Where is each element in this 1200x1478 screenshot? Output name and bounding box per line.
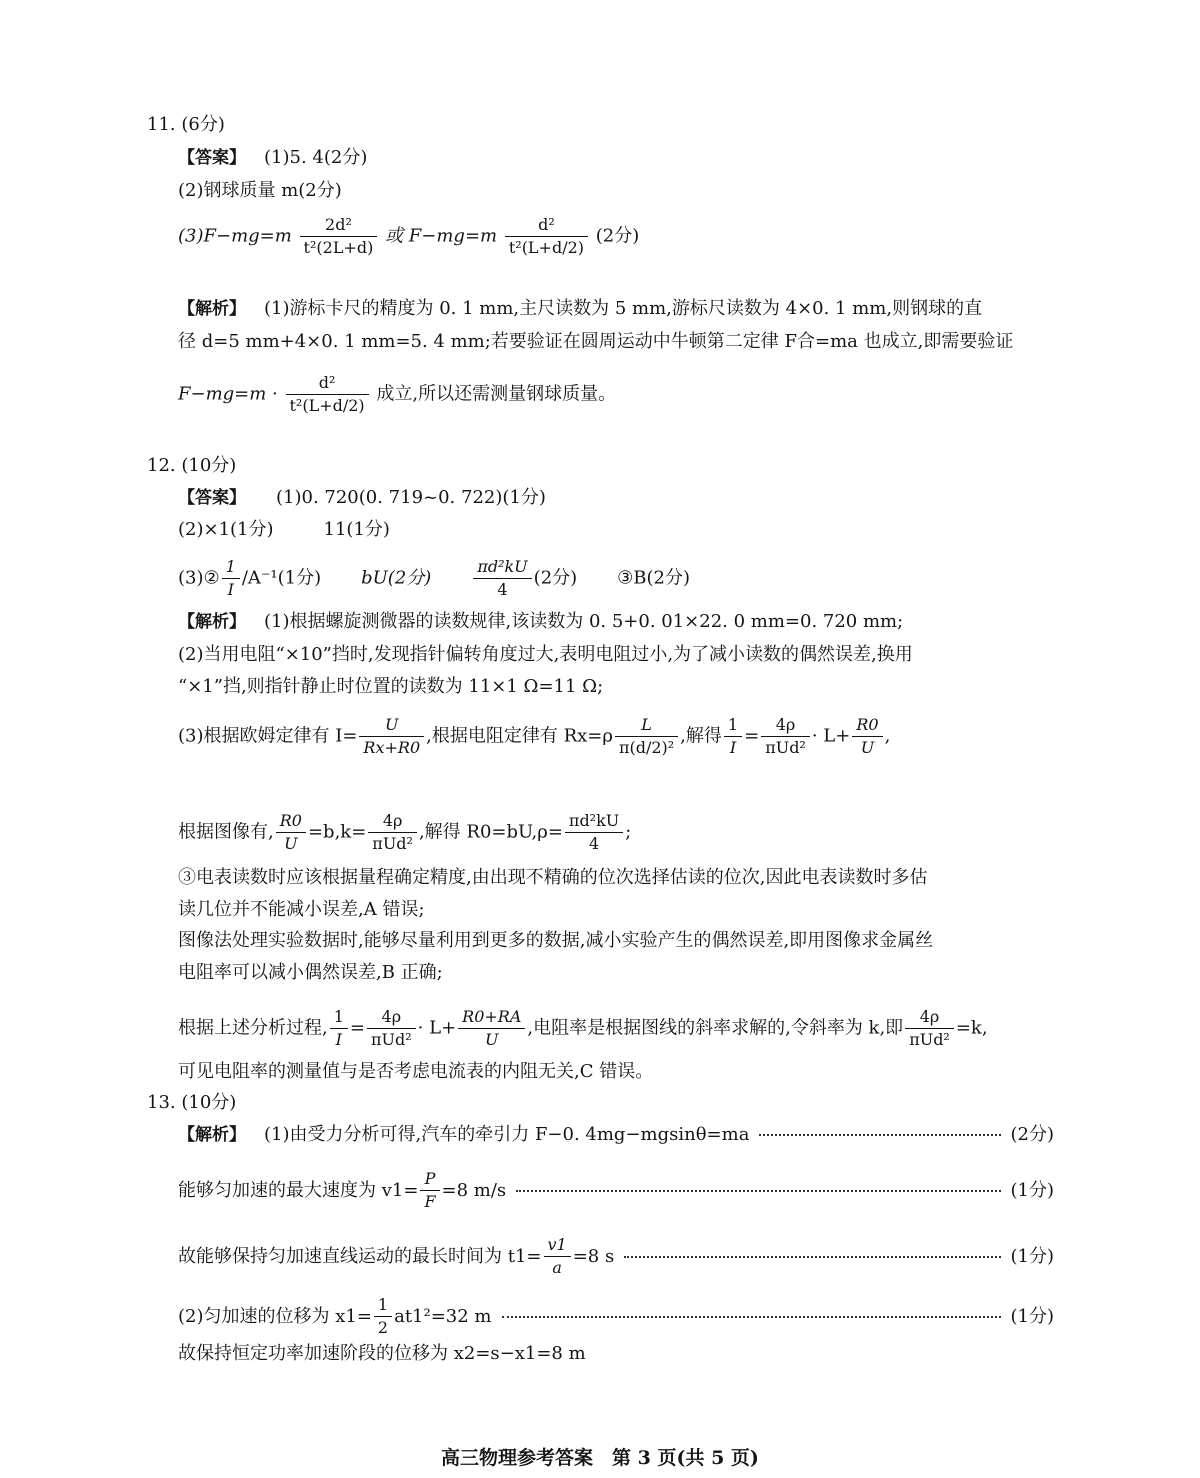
q11-heading: 11. (6分) (147, 114, 225, 135)
q12-analysis-2: (2)当用电阻“×10”挡时,发现指针偏转角度过大,表明电阻过小,为了减小读数的偶然误差,换用 (178, 644, 913, 665)
fraction: $\frac{R0}{U}$ (276, 810, 306, 855)
q12-analysis-10: 根据上述分析过程, $\frac{1}{I}$ = $\frac{4\rho}{\text{πUd²}}$ · L+ $\frac{R0+RA}{U}$ ,电阻率是根据图线的斜率求解的,令斜率为 k,即 $\frac{4\rho}{\text{πUd²}}$ =k, (178, 1007, 988, 1049)
fraction: $\frac{\text{πd²kU}}{4}$ (565, 810, 623, 855)
fraction: $\frac{4\rho}{\text{πUd²}}$ (368, 810, 417, 855)
q12-answer-2: (2)×1(1分) 11(1分) (178, 519, 390, 540)
fraction: $\frac{1}{I}$ (222, 556, 240, 601)
q11-answer-1: (1)5. 4(2分) (264, 147, 368, 168)
q11-answer-3: (3)F−mg=m $\frac{\text{2d²}}{\text{t²(2L+d)}}$ 或 F−mg=m $\frac{\text{d²}}{\text{t²(L+d/2)}}$ (2分) (178, 215, 640, 257)
analysis-label: 【解析】 (178, 612, 246, 632)
leader-dots (624, 1256, 1000, 1258)
page-footer: 高三物理参考答案 第 3 页(共 5 页) (441, 1447, 759, 1469)
q12-analysis-4: (3)根据欧姆定律有 I= $\frac{U}{Rx+R0}$ ,根据电阻定律有 Rx=ρ $\frac{L}{\text{π(d/2)²}}$ ,解得 $\frac{1}{I}$ = $\frac{4\rho}{\text{πUd²}}$ · L+ $\frac{R0}{U}$ , (178, 715, 891, 757)
q12-analysis-7: 读几位并不能减小误差,A 错误; (178, 899, 425, 920)
fraction: $\frac{v1}{a}$ (544, 1234, 571, 1279)
q13-step-1: 【解析】 (1)由受力分析可得,汽车的牵引力 F−0. 4mg−mgsinθ=ma (2分) (178, 1124, 1054, 1145)
q11-answer-line-1 (178, 147, 367, 169)
fraction: $\frac{U}{Rx+R0}$ (359, 714, 424, 759)
fraction: $\frac{4\rho}{\text{πUd²}}$ (905, 1006, 954, 1051)
q12-heading: 12. (10分) (147, 455, 237, 476)
fraction: $\frac{R0}{U}$ (852, 714, 882, 759)
analysis-label: 【解析】 (178, 1125, 246, 1145)
q13-step-4: (2)匀加速的位移为 x1= $\frac{1}{2}$ at1²=32 m (1分) (178, 1295, 1054, 1337)
fraction: $\frac{1}{I}$ (724, 714, 742, 759)
q12-analysis-8: 图像法处理实验数据时,能够尽量利用到更多的数据,减小实验产生的偶然误差,即用图像求金属丝 (178, 930, 934, 951)
q12-analysis-11: 可见电阻率的测量值与是否考虑电流表的内阻无关,C 错误。 (178, 1061, 654, 1082)
leader-dots (516, 1190, 1000, 1192)
fraction: $\frac{L}{\text{π(d/2)²}}$ (615, 714, 678, 759)
q12-analysis-5: 根据图像有, $\frac{R0}{U}$ =b,k= $\frac{4\rho}{\text{πUd²}}$ ,解得 R0=bU,ρ= $\frac{\text{πd²kU}}{4}$ ; (178, 811, 632, 853)
analysis-label: 【解析】 (178, 299, 246, 319)
q11-analysis-1: 【解析】 (1)游标卡尺的精度为 0. 1 mm,主尺读数为 5 mm,游标尺读数为 4×0. 1 mm,则钢球的直 (178, 298, 983, 319)
fraction: $\frac{1}{2}$ (374, 1294, 392, 1339)
q11-analysis-2: 径 d=5 mm+4×0. 1 mm=5. 4 mm;若要验证在圆周运动中牛顿第二定律 F合=ma 也成立,即需要验证 (178, 331, 1014, 352)
q12-analysis-6: ③电表读数时应该根据量程确定精度,由出现不精确的位次选择估读的位次,因此电表读数时多估 (178, 867, 928, 888)
fraction: $\frac{\text{d²}}{\text{t²(L+d/2)}}$ (505, 214, 588, 259)
q12-analysis-9: 电阻率可以减小偶然误差,B 正确; (178, 962, 443, 983)
leader-dots (759, 1134, 1000, 1136)
q13-step-5: 故保持恒定功率加速阶段的位移为 x2=s−x1=8 m (178, 1343, 586, 1364)
fraction: $\frac{P}{F}$ (420, 1168, 439, 1213)
fraction: $\frac{\text{2d²}}{\text{t²(2L+d)}}$ (300, 214, 378, 259)
answer-label: 【答案】 (178, 488, 246, 508)
fraction: $\frac{\text{πd²kU}}{4}$ (473, 556, 531, 601)
q11-answer-2: (2)钢球质量 m(2分) (178, 180, 342, 201)
fraction: $\frac{\text{d²}}{\text{t²(L+d/2)}}$ (286, 372, 369, 417)
leader-dots (502, 1316, 1001, 1318)
fraction: $\frac{4\rho}{\text{πUd²}}$ (761, 714, 810, 759)
q11-analysis-3: F−mg=m · $\frac{\text{d²}}{\text{t²(L+d/2)}}$ 成立,所以还需测量钢球质量。 (178, 373, 617, 415)
q13-heading: 13. (10分) (147, 1092, 237, 1113)
q13-step-2: 能够匀加速的最大速度为 v1= $\frac{P}{F}$ =8 m/s (1分) (178, 1169, 1054, 1211)
q12-answer-1: 【答案】 (1)0. 720(0. 719~0. 722)(1分) (178, 487, 546, 508)
q12-analysis-3: “×1”挡,则指针静止时位置的读数为 11×1 Ω=11 Ω; (178, 676, 604, 697)
fraction: $\frac{1}{I}$ (330, 1006, 348, 1051)
q13-step-3: 故能够保持匀加速直线运动的最长时间为 t1= $\frac{v1}{a}$ =8 s (1分) (178, 1235, 1054, 1277)
q12-answer-3: (3)② $\frac{1}{I}$ /A⁻¹(1分) bU(2分) $\frac{\text{πd²kU}}{4}$ (2分) ③B(2分) (178, 557, 691, 599)
answer-label: 【答案】 (178, 148, 246, 168)
q12-analysis-1: 【解析】 (1)根据螺旋测微器的读数规律,该读数为 0. 5+0. 01×22. 0 mm=0. 720 mm; (178, 611, 904, 632)
fraction: $\frac{4\rho}{\text{πUd²}}$ (367, 1006, 416, 1051)
fraction: $\frac{R0+RA}{U}$ (458, 1006, 525, 1051)
